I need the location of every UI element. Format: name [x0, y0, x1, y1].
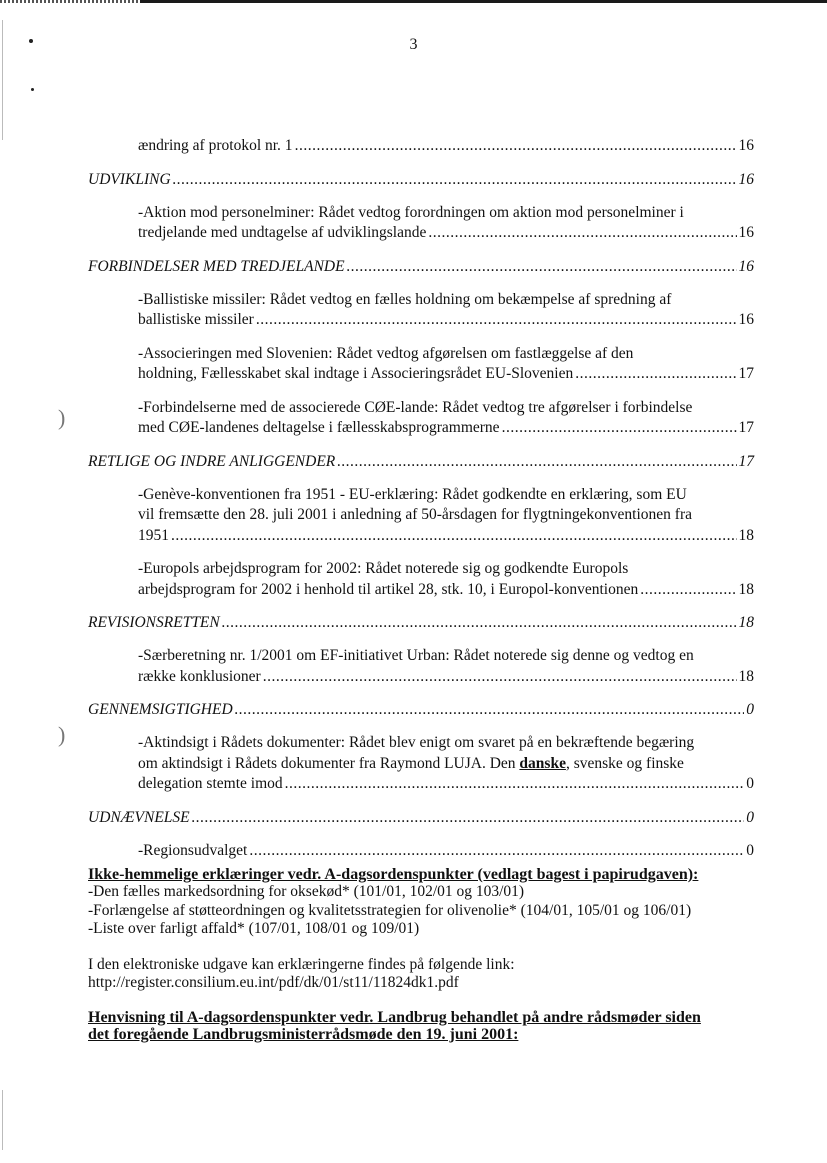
- toc-entry-last-line: [138, 841, 754, 862]
- toc-entry: [138, 136, 754, 157]
- toc-page-number: 0: [746, 775, 754, 792]
- toc-entry-last-line: [138, 136, 754, 157]
- toc-page-number: 16: [738, 137, 754, 154]
- section-heading: Ikke-hemmelige erklæringer vedr. A-dagsordenspunkter (vedlagt bagest i papirudgaven):: [88, 866, 699, 883]
- toc-page-number: 16: [738, 257, 754, 275]
- link-paragraph: [88, 956, 768, 993]
- toc-entry-last-line: [138, 580, 754, 601]
- toc-page-number: 18: [738, 526, 754, 544]
- scan-artifact-paren: ): [58, 405, 66, 430]
- toc-entry-line: -Associeringen med Slovenien: Rådet vedtog afgørelsen om fastlæggelse af den: [138, 344, 634, 362]
- toc-page-number: 0: [746, 841, 754, 859]
- link-intro: I den elektroniske udgave kan erklæringerne findes på følgende link:: [88, 955, 515, 973]
- toc-entry-last-line: [138, 364, 754, 385]
- toc-entry-text: med CØE-landenes deltagelse i fællesskabsprogrammerne: [138, 419, 500, 436]
- dot-leader: [256, 310, 737, 331]
- toc-entry: [138, 290, 754, 331]
- section-heading-line: Henvisning til A-dagsordenspunkter vedr. Landbrug behandlet på andre rådsmøder siden: [88, 1008, 701, 1026]
- toc-entry-last-line: [138, 310, 754, 331]
- scan-artifact-dot: [31, 88, 34, 91]
- scan-artifact-paren: ): [58, 722, 66, 747]
- toc-section-heading: [88, 808, 754, 828]
- table-of-contents: [88, 136, 754, 874]
- toc-page-number: 16: [738, 224, 754, 241]
- list-item: -Liste over farligt affald* (107/01, 108/01 og 109/01): [88, 920, 420, 937]
- toc-entry-line: -Europols arbejdsprogram for 2002: Rådet noterede sig og godkendte Europols: [138, 560, 629, 577]
- toc-page-number: 17: [738, 365, 754, 382]
- toc-heading-text: RETLIGE OG INDRE ANLIGGENDER: [88, 452, 336, 470]
- toc-section-heading: [88, 452, 754, 472]
- dot-leader: [192, 808, 745, 828]
- toc-page-number: 0: [746, 701, 754, 718]
- list-item: -Den fælles markedsordning for oksekød* (101/01, 102/01 og 103/01): [88, 883, 525, 900]
- list-item: -Forlængelse af støtteordningen og kvalitetsstrategien for olivenolie* (104/01, 105/01 og 106/01): [88, 901, 692, 919]
- toc-page-number: 0: [746, 808, 754, 826]
- toc-entry-last-line: [138, 526, 754, 547]
- toc-page-number: 16: [738, 311, 754, 328]
- toc-entry: [138, 841, 754, 862]
- toc-entry: [138, 203, 754, 244]
- toc-entry-text: 1951: [138, 526, 169, 544]
- toc-entry: [138, 646, 754, 687]
- toc-entry-text: tredjelande med undtagelse af udviklingslande: [138, 224, 427, 241]
- toc-heading-text: UDNÆVNELSE: [88, 808, 190, 826]
- dot-leader: [502, 418, 737, 439]
- toc-entry: [138, 733, 754, 795]
- toc-entry-text: række konklusioner: [138, 667, 261, 685]
- toc-entry-line: vil fremsætte den 28. juli 2001 i anledning af 50-årsdagen for flygtningekonventionen fra: [138, 506, 692, 523]
- toc-entry-text: -Regionsudvalget: [138, 841, 248, 859]
- section-heading: [88, 1009, 768, 1043]
- dot-leader: [295, 136, 737, 157]
- toc-page-number: 16: [738, 170, 754, 188]
- toc-entry-line: -Aktindsigt i Rådets dokumenter: Rådet blev enigt om svaret på en bekræftende begæring: [138, 734, 695, 751]
- dot-leader: [235, 700, 745, 720]
- toc-entry: [138, 485, 754, 547]
- toc-entry: [138, 398, 754, 439]
- document-link[interactable]: http://register.consilium.eu.int/pdf/dk/01/st11/11824dk1.pdf: [88, 974, 459, 991]
- toc-page-number: 18: [738, 667, 754, 685]
- toc-entry-text: arbejdsprogram for 2002 i henhold til artikel 28, stk. 10, i Europol-konventionen: [138, 580, 639, 598]
- toc-heading-text: UDVIKLING: [88, 170, 171, 188]
- toc-entry-text: , svenske og finske: [565, 754, 684, 772]
- dot-leader: [263, 667, 737, 688]
- toc-entry-last-line: [138, 418, 754, 439]
- toc-heading-text: FORBINDELSER MED TREDJELANDE: [88, 257, 345, 275]
- dot-leader: [222, 613, 737, 633]
- toc-entry-text: om aktindsigt i Rådets dokumenter fra Raymond LUJA. Den: [138, 754, 520, 772]
- toc-entry-line: -Særberetning nr. 1/2001 om EF-initiativet Urban: Rådet noterede sig denne og vedtog en: [138, 647, 694, 664]
- section-heading-line: det foregående Landbrugsministerrådsmøde den 19. juni 2001:: [88, 1025, 519, 1043]
- dot-leader: [575, 364, 736, 385]
- toc-page-number: 18: [738, 580, 754, 598]
- toc-heading-text: GENNEMSIGTIGHED: [88, 701, 233, 718]
- toc-page-number: 17: [738, 419, 754, 436]
- dot-leader: [640, 580, 736, 601]
- dot-leader: [285, 774, 745, 795]
- dot-leader: [347, 257, 737, 277]
- toc-entry-line: [138, 754, 754, 775]
- dot-leader: [337, 452, 736, 472]
- notes-section: [88, 866, 768, 1043]
- dot-leader: [171, 526, 737, 547]
- toc-heading-text: REVISIONSRETTEN: [88, 614, 220, 631]
- toc-page-number: 17: [738, 452, 754, 470]
- toc-section-heading: [88, 257, 754, 277]
- toc-section-heading: [88, 170, 754, 190]
- underlined-word: danske: [519, 754, 566, 772]
- page-number: 3: [409, 36, 418, 53]
- toc-entry-line: -Aktion mod personelminer: Rådet vedtog forordningen om aktion mod personelminer i: [138, 203, 684, 221]
- toc-entry-text: holdning, Fællesskabet skal indtage i Associeringsrådet EU-Slovenien: [138, 365, 574, 382]
- toc-entry-last-line: [138, 774, 754, 795]
- dot-leader: [428, 223, 736, 244]
- toc-entry-line: -Ballistiske missiler: Rådet vedtog en fælles holdning om bekæmpelse af spredning af: [138, 290, 672, 308]
- toc-entry: [138, 344, 754, 385]
- toc-entry-line: -Forbindelserne med de associerede CØE-lande: Rådet vedtog tre afgørelser i forbindelse: [138, 398, 693, 416]
- toc-entry-text: delegation stemte imod: [138, 775, 283, 792]
- toc-entry-last-line: [138, 223, 754, 244]
- scan-artifact-line: [2, 1090, 3, 1150]
- scan-top-speckle: [0, 0, 140, 3]
- toc-entry-text: ballistiske missiler: [138, 311, 254, 328]
- dot-leader: [173, 170, 737, 190]
- toc-entry-line: -Genève-konventionen fra 1951 - EU-erklæring: Rådet godkendte en erklæring, som EU: [138, 485, 687, 503]
- toc-page-number: 18: [738, 614, 754, 631]
- toc-section-heading: [88, 613, 754, 633]
- toc-entry-last-line: [138, 667, 754, 688]
- toc-entry: [138, 559, 754, 600]
- dot-leader: [249, 841, 744, 862]
- toc-section-heading: [88, 700, 754, 720]
- toc-entry-text: ændring af protokol nr. 1: [138, 137, 293, 154]
